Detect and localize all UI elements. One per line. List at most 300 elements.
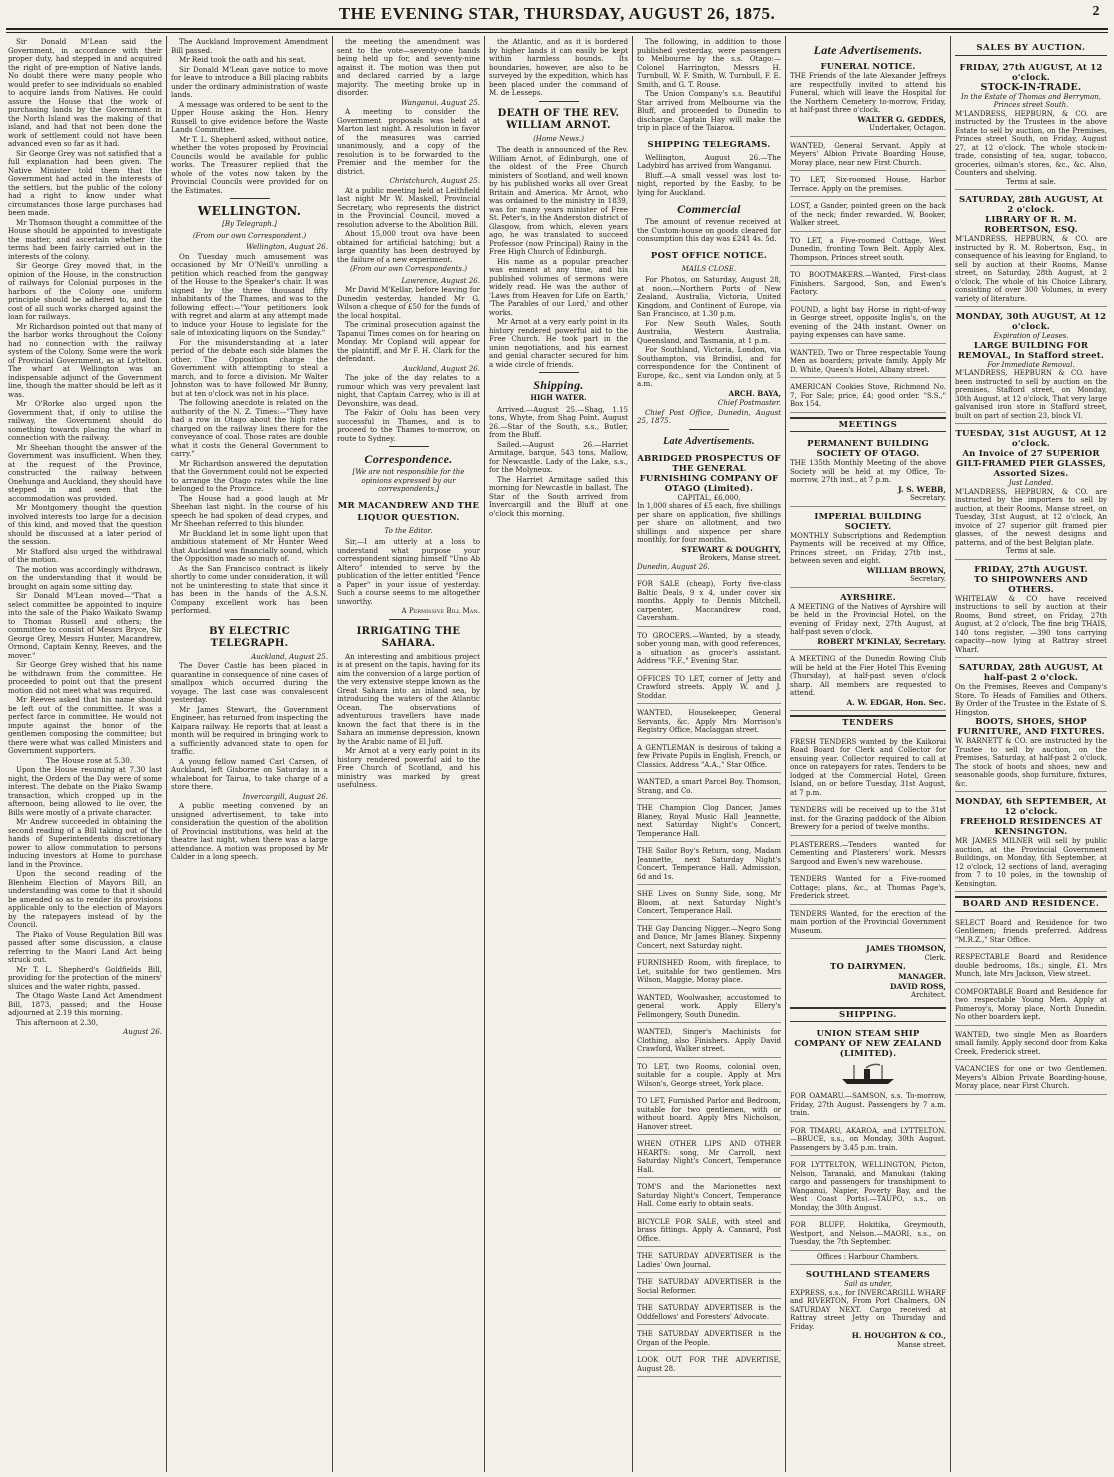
masthead-title: THE EVENING STAR, THURSDAY, AUGUST 26, 1875. xyxy=(338,4,776,23)
small-advertisement xyxy=(637,741,781,774)
small-advertisement xyxy=(637,1094,781,1135)
section-heading: WELLINGTON. xyxy=(197,204,302,218)
small-advertisement xyxy=(790,1089,946,1122)
dateline: Auckland, August 25. xyxy=(251,651,328,661)
paragraph: Sir,—I am utterly at a loss to understand what purpose your correspondent signing himself "Uno Ab Altero" intended to serve by the publication of the letter entitled "Fence a Paper" in your issue of yesterday. Such a course seems to me altogether unworthy. xyxy=(337,537,480,606)
small-advertisement xyxy=(790,803,946,836)
paragraph: Wellington, August 26.—The Ladybird has arrived from Wanganui. xyxy=(637,152,781,170)
ad-body: THE SATURDAY ADVERTISER is the Ladies' Own Journal. xyxy=(637,1252,781,1269)
ad-line: CAPITAL, £6,000, xyxy=(677,493,741,502)
ad-signature: WALTER G. GEDDES, xyxy=(857,114,946,124)
ad-signature: A. W. EDGAR, Hon. Sec. xyxy=(846,697,946,707)
small-advertisement xyxy=(637,922,781,955)
paragraph: Mr Reid took the oath and his seat. xyxy=(179,55,307,64)
paragraph: Sir George Grey was not satisfied that a full explanation had been given. The Native Minister told them that the Government had acted in the interests of the settlers, but the public of the colony had a right to know under what circumstances those large purchases had been made. xyxy=(8,148,162,217)
advertisement xyxy=(955,660,1107,792)
signature: Chief Postmaster. xyxy=(717,398,781,407)
ad-body: In 1,000 shares of £5 each, five shillings per share on application, five shillings per share on allotment, and two shillings and sixpence per share monthly, for four months. xyxy=(637,502,781,544)
small-advertisement xyxy=(790,268,946,301)
ad-body: TENDERS Wanted for a Five-roomed Cottage; plans, &c., at Thomas Page's, Frederick street. xyxy=(790,875,946,900)
small-advertisement xyxy=(790,1124,946,1157)
small-advertisement xyxy=(637,844,781,885)
ad-body: PLASTERERS.—Tenders wanted for Cementing and Plasterers' work. Messrs Sargood and Ewen's new warehouse. xyxy=(790,840,946,866)
ad-body: THE Friends of the late Alexander Jeffreys are respectfully invited to attend his Funeral, which will leave the Hospital for the Northern Cemetery to-morrow, Friday, at half-past three o'clock. xyxy=(790,72,946,114)
section-heading: Correspondence. xyxy=(364,452,453,466)
subheading: (From our own Correspondent.) xyxy=(192,231,307,240)
advertisement xyxy=(955,562,1107,659)
ad-body: AMERICAN Cookies Stove, Richmond No. 7, For Sale; price, £4; good order. "S.S.," Box 154. xyxy=(790,383,946,408)
paragraph: Bluff.—A small vessel was lost to-night, reported by the Easby, to be lying for Auckland. xyxy=(637,170,781,197)
ad-body: WANTED, a smart Parcel Boy. Thomson, Strang, and Co. xyxy=(637,778,781,795)
ad-body: LOST, a Gander, pointed green on the back of the neck; finder rewarded. W. Booker, Walker street. xyxy=(790,202,946,227)
paragraph: [We are not responsible for the opinions expressed by our correspondents.] xyxy=(352,467,465,493)
paragraph: Upon the House resuming at 7.30 last night, the Orders of the Day were of some interest. The debate on the Piako Swamp transaction, which cropped up in the afternoon, being allowed to lie over, the Bills were mostly of a private character. xyxy=(8,765,162,817)
ad-body: THE SATURDAY ADVERTISER is the Oddfellows' and Foresters' Advocate. xyxy=(637,1304,781,1321)
paragraph: A public meeting convened by an unsigned advertisement, to take into consideration the question of the abolition of Provincial institutions, was held at the theatre last night, when there was a large attendance. A motion was proposed by Mr Calder in a long speech. xyxy=(171,801,328,861)
ad-body: TO LET, Furnished Parlor and Bedroom, suitable for two gentlemen, with or without board. Apply Mrs Nicholson, Hanover street. xyxy=(637,1097,781,1131)
small-advertisement xyxy=(790,346,946,379)
ad-signature: H. HOUGHTON & CO., xyxy=(851,1331,946,1340)
subheading: To the Editor. xyxy=(384,526,433,535)
small-advertisement xyxy=(955,1028,1107,1061)
paragraph: The Fakir of Oolu has been very successful in Thames, and is to proceed to the Thames to-morrow, on route to Sydney. xyxy=(337,408,480,443)
ad-title: PERMANENT BUILDING SOCIETY OF OTAGO. xyxy=(807,439,929,459)
small-advertisement xyxy=(637,1275,781,1299)
advertisement xyxy=(790,509,946,588)
ad-body: FOR BLUFF, Hokitika, Greymouth, Westport, and Nelson.—MAORI, s.s., on Tuesday, the 7th September. xyxy=(790,1221,946,1246)
ad-signature: JAMES THOMSON, xyxy=(866,944,946,953)
paragraph: Mr T. L. Shepherd's Goldfields Bill, providing for the protection of the miners' sluices and the water rights, passed. xyxy=(8,964,162,991)
divider xyxy=(389,446,429,447)
sailing-list xyxy=(790,1089,946,1251)
ad-title: UNION STEAM SHIP COMPANY OF NEW ZEALAND (LIMITED). xyxy=(794,1029,942,1059)
paragraph: Mr David M'Kellar, before leaving for Dunedin yesterday, handed Mr G. Wilson a cheque of £50 for the funds of the local hospital. xyxy=(337,285,480,320)
paragraph: For Southland, Victoria, London, via Southampton, via Brindisi, and for correspondence for the Continent of Europe, &c., sent via London only, at 5 a.m. xyxy=(637,345,781,388)
ad-signature: WILLIAM BROWN, xyxy=(866,565,946,575)
advertisement xyxy=(790,590,946,651)
column-1 xyxy=(8,38,162,1468)
masthead xyxy=(0,4,1114,30)
ad-body: M'LANDRESS, HEPBURN, & CO. are instructed by R. M. Robertson, Esq., in consequence of his leaving for England, to sell by auction at their Rooms, Manse street, on Saturday, 28th August, at 2 o'clock, The whole of his Choice Library, consisting of over 300 Volumes, in every variety of literature. xyxy=(955,235,1107,303)
divider xyxy=(689,429,729,430)
paragraph: Sir George Grey moved that, in the opinion of the House, in the construction of railways for Colonial purposes in the harbors of the Colony one uniform principle should be adhered to, and the cost of all such works charged against the loan for railways. xyxy=(8,261,162,321)
small-advertisement xyxy=(637,629,781,670)
paragraph: The following, in addition to those published yesterday, were passengers to Melbourne by the s.s. Otago:—Colonel Harrington, Messrs H. Turnbull, W. F. Smith, W. Turnbull, F. E. Smith, and G. T. Rouse. xyxy=(637,38,781,89)
paragraph: Mr T. L. Shepherd asked, without notice, whether the votes proposed by Provincial Councils would be available for public works. The Treasurer replied that the whole of the votes now taken by the Provincial Councils were provided for on the Estimates. xyxy=(171,134,328,195)
paragraph: Mr Thomson thought a committee of the House should be appointed to investigate the matter, and ascertain whether the terms had been fairly carried out in the interests of the colony. xyxy=(8,217,162,261)
section-bar: SHIPPING. xyxy=(790,1007,946,1023)
small-advertisement xyxy=(637,887,781,920)
column-5 xyxy=(637,38,781,1468)
ad-date: SATURDAY, 28th AUGUST, At half-past 2 o'clock. xyxy=(959,663,1103,683)
dateline: Auckland, August 26. xyxy=(403,363,480,373)
ad-body: FOR TIMARU, AKAROA, and LYTTELTON.—BRUCE, s.s., on Monday, 30th August. Passengers by 3.45 p.m. train. xyxy=(790,1126,946,1152)
small-advertisement xyxy=(790,907,946,940)
paragraph: The amount of revenue received at the Custom-house on goods cleared for consumption this day was £241 4s. 5d. xyxy=(637,217,781,243)
small-advertisement xyxy=(637,706,781,739)
ad-title: IMPERIAL BUILDING SOCIETY. xyxy=(814,511,922,532)
ad-date: FRIDAY, 27th AUGUST. xyxy=(974,564,1088,575)
ad-body: A GENTLEMAN is desirous of taking a few Private Pupils in English, French, or Classics. Address "A.A.," Star Office. xyxy=(637,743,781,769)
paragraph: The Otago Waste Land Act Amendment Bill, 1873, passed; and the House adjourned at 2.19 this morning. xyxy=(8,991,162,1017)
paragraph: Sir Donald M'Lean moved—"That a select committee be appointed to inquire into the sale of the Piako Waikato Swamp to Thomas Russell and others; the committee to consist of Messrs Bryce, Sir George Grey, Messrs Hunter, Macandrew, Ormond, Captain Kenny, Reeves, and the mover." xyxy=(8,591,162,660)
section-bar: SALES BY AUCTION. xyxy=(955,42,1107,56)
paragraph: The House rose at 5.30. xyxy=(45,755,132,765)
ad-body: COMFORTABLE Board and Residence for two respectable Young Men. Apply at Pomeroy's, Moray place, North Dunedin. No other boarders kept. xyxy=(955,987,1107,1021)
ad-body: W. BARNETT & CO. are instructed by the Trustee to sell by auction, on the Premises, Saturday, at half-past 2 o'clock, The stock of boots and shoes, new and seasonable goods, shop furniture, fixtures, &c. xyxy=(955,737,1107,788)
subheading: (From our own Correspondents.) xyxy=(350,265,467,273)
ad-body: M'LANDRESS, HEPBURN, & CO. are instructed by the importers to sell by auction, at their Rooms, Manse street, on Tuesday, 31st August, at 12 o'clock, An invoice of 27 superior gilt framed pier glasses, of the newest designs and patterns, and of the best Belgian plate. xyxy=(955,487,1107,547)
paragraph: A meeting to consider the Government proposals was held at Marton last night. A resolution in favor of the measures was carried unanimously, and a copy of the resolution is to be forwarded to the Premier and the member for the district. xyxy=(337,107,480,176)
advertisement xyxy=(790,1026,946,1265)
section-bar: MEETINGS xyxy=(790,417,946,433)
section-heading: Commercial xyxy=(677,202,741,216)
paragraph: Mr O'Rorke also urged upon the Government that, if only to utilise the railway, the Government should do something towards placing the wharf in connection with the railway. xyxy=(8,399,162,442)
ad-body: THE Champion Clog Dancer, James Blaney, Royal Music Hall Jeannette, next Saturday Night's Concert, Temperance Hall. xyxy=(637,804,781,838)
paragraph: Mr Sheehan thought the answer of the Government was insufficient. When they, at the request of the Province, constructed the railway between Onehunga and Auckland, they should have stepped in and seen that the accommodation was provided. xyxy=(8,442,162,503)
paragraph: About 15,000 trout ova have been obtained for artificial hatching; but a large quantity has been destroyed by the failure of a new experiment. xyxy=(337,229,480,264)
small-advertisement xyxy=(955,916,1107,949)
paragraph: As the San Francisco contract is likely shortly to come under consideration, it will not be uninteresting to state that since it has been in the hands of the A.S.N. Company excellent work has been performed. xyxy=(171,563,328,615)
column-divider xyxy=(950,36,951,1472)
divider xyxy=(539,101,579,102)
paragraph: Sailed.—August 26.—Harriet Armitage, barque, 543 tons, Mallow, for Newcastle. Lady of the Lake, s.s., for the Molyneux. xyxy=(489,439,628,474)
ad-title: TO DAIRYMEN. xyxy=(830,962,906,972)
advertisement xyxy=(790,1267,946,1352)
paragraph: the Atlantic, and as it is bordered by higher lands it can easily be kept within harmless bounds. Its boundaries, however, are also to be surveyed by the expedition, which has been placed under the command of M. de Lesseps. xyxy=(489,38,628,97)
small-advertisement xyxy=(637,1327,781,1351)
ad-body: FOR SALE (cheap), Forty five-class Baltic Deals, 9 x 4, under cover six months. Apply to Dennis Mitchell, carpenter, Maccandrew road, Caversham. xyxy=(637,580,781,622)
paragraph: Arrived.—August 25.—Shag, 1.15 tons, Whyte, from Shag Point. August 26.—Star of the South, s.s., Butler, from the Bluff. xyxy=(489,404,628,439)
paragraph: The Auckland Improvement Amendment Bill passed. xyxy=(171,38,328,55)
dateline: August 26. xyxy=(123,1027,162,1036)
small-advertisement xyxy=(637,991,781,1024)
ad-line: Manse street. xyxy=(897,1340,946,1349)
ad-body: WANTED, Singer's Machinists for Clothing, also Finishers. Apply David Crawford, Walker street. xyxy=(637,1028,781,1053)
ad-body: FOR LYTTELTON, WELLINGTON, Picton, Nelson, Taranaki, and Manukau (taking cargo and passengers for transhipment to Wanganui, Napier, Poverty Bay, and the West Coast Ports).—TAUPO, s.s., on Monday, the 30th August. xyxy=(790,1161,946,1212)
ad-body: FURNISHED Room, with fireplace, to Let, suitable for two gentlemen. Mrs Wilson, Maggie, Moray place. xyxy=(637,959,781,984)
signature: A Permissive Bill Man. xyxy=(401,606,480,615)
advertisement xyxy=(637,451,781,576)
ad-title: ABRIDGED PROSPECTUS OF THE GENERAL FURNISHING COMPANY OF OTAGO (Limited). xyxy=(637,453,781,494)
small-advertisement xyxy=(637,1137,781,1178)
paragraph: The death is announced of the Rev. William Arnot, of Edinburgh, one of the oldest of the Free Church ministers of Scotland, and well known by his published works all over Great Britain and America. Mr Arnot, who was ordained to the ministry in 1839, was for many years minister of Free St. Peter's, in the Anderston district of Glasgow, from which, eleven years ago, he was translated to succeed Professor (now Principal) Rainy in the Free High Church of Edinburgh. xyxy=(489,145,628,256)
section-bar: TENDERS xyxy=(790,715,946,731)
ad-date: MONDAY, 6th SEPTEMBER, At 12 o'clock. xyxy=(955,797,1107,817)
small-advertisement xyxy=(790,139,946,172)
subheading: HIGH WATER. xyxy=(530,393,587,402)
paragraph: Mr Stafford also urged the withdrawal of the motion. xyxy=(8,546,162,564)
ad-title: FREEHOLD RESIDENCES AT KENSINGTON. xyxy=(959,817,1103,837)
ad-body: LOOK OUT FOR THE ADVERTISE, August 28. xyxy=(637,1356,781,1373)
ad-title: AYRSHIRE. xyxy=(840,592,896,603)
ad-body: SHE Lives on Sunny Side, song, Mr Bloom, at next Saturday Night's Concert, Temperance Hall. xyxy=(637,890,781,915)
ad-body: TENDERS Wanted, for the erection of the main portion of the Provincial Government Museum. xyxy=(790,909,946,935)
ad-line: Terms at sale. xyxy=(1006,547,1056,555)
ad-body: OFFICES TO LET, corner of Jetty and Crawford streets. Apply W. and J. Stoddar. xyxy=(637,674,781,700)
ad-line: Undertaker, Octagon. xyxy=(869,124,946,132)
paragraph: Mr Buckland let in some light upon that ambitious statement of Mr Hunter Weed that Auckland was financially sound, which the Opposition made so much of. xyxy=(171,528,328,563)
ad-body: WANTED, Two or Three respectable Young Men as boarders; private family. Apply Mr D. White, Queen's Hotel, Albany street. xyxy=(790,348,946,374)
small-advertisement xyxy=(637,577,781,627)
ad-line: Offices : Harbour Chambers. xyxy=(816,1252,920,1261)
ad-title: SOUTHLAND STEAMERS xyxy=(805,1270,931,1280)
paragraph: Mr Andrew succeeded in obtaining the second reading of a Bill taking out of the hands of Superintendents discretionary power to allow commutation to persons inducing investors at Home to purchase land in the Province. xyxy=(8,817,162,869)
section-heading: IRRIGATING THE SAHARA. xyxy=(356,625,461,649)
ad-line: In the Estate of Thomas and Berryman, Princes street South. xyxy=(961,92,1101,109)
small-advertisement xyxy=(790,380,946,413)
small-ads-list xyxy=(790,139,946,413)
paragraph: the meeting the amendment was sent to the vote—seventy-one hands being held up for, and seventy-nine against it. The motion was then put and declared carried by a large majority. The meeting broke up in disorder. xyxy=(337,38,480,97)
ad-line: Just Landed. xyxy=(1008,479,1054,487)
paragraph: A message was ordered to be sent to the Upper House asking the Hon. Henry Russell to give evidence before the Waste Lands Committee. xyxy=(171,99,328,134)
section-heading: POST OFFICE NOTICE. xyxy=(650,250,768,261)
section-bar: BOARD AND RESIDENCE. xyxy=(955,896,1107,912)
ad-body: THE Gay Dancing Nigger.—Negro Song and Dance, Mr James Blaney. Sixpenny Concert, next Saturday night. xyxy=(637,924,781,950)
paragraph: For New South Wales, South Australia, Western Australia, Queensland, and Tasmania, at 1 p.m. xyxy=(637,318,781,345)
ad-body: TO GROCERS.—Wanted, by a steady, sober young man, with good references, a situation as grocer's assistant. Address "F.F.," Evening Star. xyxy=(637,631,781,665)
ad-title: LIBRARY OF R. M. ROBERTSON, ESQ. xyxy=(984,215,1078,235)
paragraph: Sir George Grey wished that his name be withdrawn from the committee. He proceeded to point out that the present motion did not meet what was required. xyxy=(8,660,162,695)
subheading: [By Telegraph.] xyxy=(222,220,277,228)
ad-body: WANTED, Housekeeper, General Servants, &c. Apply Mrs Morrison's Registry Office, Maclaggan street. xyxy=(637,709,781,734)
ad-body: SELECT Board and Residence for two Gentlemen; friends preferred. Address "M.R.Z.," Star Office. xyxy=(955,918,1107,944)
ad-line: Clerk. xyxy=(924,953,946,962)
ad-title: STOCK-IN-TRADE. xyxy=(980,81,1082,93)
column-6 xyxy=(790,38,946,1468)
ad-body: FRESH TENDERS wanted by the Kaikorai Road Board for Clerk and Collector for ensuing year. Collector required to call at once on ratepayers for rates. Tenders to be lodged at the Commercial Hotel, Green Island, on or before Tuesday, 31st August, at 7 p.m. xyxy=(790,737,946,797)
subheading: (Home News.) xyxy=(533,134,584,143)
small-advertisement xyxy=(790,303,946,344)
ad-signature: ROBERT M'KINLAY, Secretary. xyxy=(817,636,946,646)
divider xyxy=(389,619,429,620)
section-heading: SHIPPING TELEGRAMS. xyxy=(647,139,771,150)
ad-body: M'LANDRESS, HEPBURN, & CO. are instructed by the Trustees in the above Estate to sell by auction, on the Premises, Princes street South, on Friday, August 27, at 12 o'clock. The whole stock-in-trade, consisting of tea, sugar, tobacco, groceries, oilman's stores, &c., &c. Also, Counters and shelving. xyxy=(955,109,1107,177)
ad-line: Expiration of Leases. xyxy=(993,332,1069,340)
small-advertisement xyxy=(955,985,1107,1026)
ad-body: TO BOOTMAKERS.—Wanted, First-class Finishers. Sargood, Son, and Ewen's Factory. xyxy=(790,271,946,296)
paragraph: This afternoon at 2.30, xyxy=(16,1017,99,1027)
paragraph: For Photos, on Saturday, August 28, at noon.—Northern Ports of New Zealand, Australia, Victoria, United Kingdom, and Continent of Europe, via San Francisco, at 1.30 p.m. xyxy=(637,275,781,318)
ad-line: Secretary. xyxy=(910,575,946,583)
small-advertisement xyxy=(955,1062,1107,1095)
subheading: MAILS CLOSE. xyxy=(681,264,737,273)
section-heading: Late Advertisements. xyxy=(813,43,923,57)
ad-body: WANTED, General Servant. Apply at Meyers' Albion Private Boarding House, Moray place, near new First Church. xyxy=(790,141,946,167)
column-divider xyxy=(332,36,333,1472)
ad-line: For Immediate Removal. xyxy=(987,360,1075,369)
advertisement xyxy=(790,941,946,1003)
ad-body: TENDERS will be received up to the 31st inst. for the Grazing paddock of the Albion Brewery for a period of twelve months. xyxy=(790,806,946,831)
paragraph: Mr Richardson pointed out that many of the harbor works throughout the Colony had no connection with the railway system of the Colony. Some were the work of Provincial Government, as at Lyttelton. The wharf at Wellington was an indispensable adjunct of the Government line, though the matter should be left as it was. xyxy=(8,321,162,399)
ad-title: An Invoice of 27 SUPERIOR GILT-FRAMED PIER GLASSES, Assorted Sizes. xyxy=(956,449,1106,479)
ad-body: FOUND, a light bay Horse in right-of-way in George street, opposite Inglis's, on the evening of the 24th instant. Owner on paying expenses can have same. xyxy=(790,305,946,339)
ad-signature: J. S. WEBB, xyxy=(898,484,946,494)
steamship-icon xyxy=(838,1063,898,1085)
ad-signature: MANAGER. xyxy=(898,972,946,981)
ad-body: THE 135th Monthly Meeting of the above Society will be held at my Office, To-morrow, 27th inst., at 7 p.m. xyxy=(790,459,946,484)
paragraph: The House had a good laugh at Mr Sheehan last night. In the course of his speech he had spoken of dead crypes, and Mr Sheehan referred to this blunder. xyxy=(171,493,328,528)
paragraph: The Harriet Armitage sailed this morning for Newcastle in ballast. The Star of the South arrived from Invercargill and the Bluff at one o'clock this morning. xyxy=(489,474,628,518)
tenders-list xyxy=(790,735,946,940)
ad-body: TO LET, Six-roomed House, Harbor Terrace. Apply on the premises. xyxy=(790,176,946,193)
small-advertisement xyxy=(637,1060,781,1093)
small-advertisement xyxy=(637,775,781,799)
paragraph: Mr Richardson answered the deputation that the Government could not be expected to arrange the Otago rates while the line belonged to the Province. xyxy=(171,458,328,493)
ad-line: Sail as under, xyxy=(843,1280,893,1288)
ad-body: A MEETING of the Natives of Ayrshire will be held in the Provincial Hotel, on the evening of Friday next, 27th August, at half-past seven o'clock. xyxy=(790,602,946,636)
small-advertisement xyxy=(637,1353,781,1377)
paragraph: The Piako of Vouse Regulation Bill was passed after some discussion, a clause referring to the Maori Land Act being struck out. xyxy=(8,929,162,964)
ad-line: Secretary. xyxy=(910,494,946,502)
paragraph: Sir Donald M'Lean said the Government, in accordance with their proper duty, had stepped in and acquired the right of pre-emption of Native lands. No doubt there were many people who would prefer to see individuals so enabled to acquire lands from Natives. He could assure the House that the work of purchasing lands by the Government in the North Island was the making of that island, and had that not been done the work of settlement could not have been advanced even so far as it had. xyxy=(8,38,162,148)
small-advertisement xyxy=(790,234,946,267)
ad-body: A MEETING of the Dunedin Rowing Club will be held at the Fier Hotel This Evening (Thursday), at half-past seven o'clock sharp. All members are requested to attend. xyxy=(790,655,946,697)
steamship-engraving xyxy=(790,1063,946,1085)
ad-body: THE SATURDAY ADVERTISER is the Organ of the People. xyxy=(637,1330,781,1347)
ad-body: MONTHLY Subscriptions and Redemption Payments will be received at my Office, Princes street, on Friday, 27th inst., between seven and eight. xyxy=(790,531,946,565)
section-heading: BY ELECTRIC TELEGRAPH. xyxy=(209,625,290,649)
ad-body: WANTED, two single Men as Boarders small family. Apply second door from Kaka Creek, Frederick street. xyxy=(955,1030,1107,1056)
column-2 xyxy=(171,38,328,1468)
paragraph: Mr Montgomery thought the question involved interests too large for a decision of this kind, and moved that the question should be discussed at a later period of the session. xyxy=(8,503,162,546)
small-advertisement xyxy=(790,1158,946,1216)
paragraph: The motion was accordingly withdrawn, on the understanding that it would be brought on again some sitting day. xyxy=(8,564,162,591)
paragraph: Mr Reeves asked that his name should be left out of the committee. It was a perfect farce in committee. He would not impute against the honor of the gentlemen composing the committee; but there were what was called Ministers and Government supporters. xyxy=(8,695,162,755)
ad-signature: STEWART & DOUGHTY, xyxy=(681,544,781,554)
paragraph: The Union Company's s.s. Beautiful Star arrived from Melbourne via the Bluff, and proceeded to Dunedin to discharge. Captain Hay will make the trip in place of the Taiaroa. xyxy=(637,89,781,132)
section-heading: MR MACANDREW AND THE LIQUOR QUESTION. xyxy=(337,500,480,523)
divider xyxy=(539,372,579,373)
advertisement xyxy=(955,192,1107,307)
section-heading: Shipping. xyxy=(533,378,584,392)
small-advertisement xyxy=(790,838,946,871)
small-advertisement xyxy=(637,1025,781,1058)
advertisement xyxy=(955,794,1107,892)
small-advertisement xyxy=(637,956,781,989)
paragraph: At a public meeting held at Leithfield last night Mr W. Maskell, Provincial Secretary, who represents the district in the Provincial Council, moved a resolution adverse to the Abolition Bill. xyxy=(337,185,480,229)
ad-body: WANTED, Woolwasher, accustomed to general work. Apply Ellery's Fellmongery, South Dunedin. xyxy=(637,993,781,1019)
small-advertisement xyxy=(637,1249,781,1273)
ad-title: LARGE BUILDING FOR REMOVAL, In Stafford street. xyxy=(957,340,1105,361)
ad-body: RESPECTABLE Board and Residence double bedrooms, 18s.; single, £1. Mrs Munch, late Mrs Jackson, View street. xyxy=(955,953,1107,978)
paragraph: Mr James Stewart, the Government Engineer, has returned from inspecting the Kaipara railway. He reports that at least a month will be required in bringing work to a sufficiently advanced state to open for traffic. xyxy=(171,704,328,756)
ad-date: TUESDAY, 31st AUGUST, At 12 o'clock. xyxy=(955,429,1107,449)
divider xyxy=(230,619,270,620)
masthead-rule-thin xyxy=(6,32,1108,33)
ad-body: EXPRESS, s.s., for INVERCARGILL WHARF and RIVERTON, From Port Chalmers, ON SATURDAY NEXT. Cargo received at Rattray street Jetty on Thursday and Friday. xyxy=(790,1288,946,1331)
dateline: Lawrence, August 26. xyxy=(401,275,480,285)
section-heading: Late Advertisements. xyxy=(663,435,755,447)
paragraph: Chief Post Office, Dunedin, August 25, 1875. xyxy=(637,407,781,425)
paragraph: An interesting and ambitious project is at present on the tapis, having for its aim the conversion of a large portion of the very extensive steppe known as the Great Sahara into an inland sea, by introducing the waters of the Atlantic Ocean. The observations of adventurous travellers have made known the fact that there is in the Sahara an immense depression, known by the Arabic name of El Juff. xyxy=(337,651,480,746)
paragraph: Mr Arnot at a very early point in its history rendered powerful aid to the Free Church. He took part in the union negotiations, and his earnest and genial character secured for him a wide circle of friends. xyxy=(489,317,628,369)
small-advertisement xyxy=(955,950,1107,983)
small-advertisement xyxy=(790,872,946,905)
ad-body: BICYCLE FOR SALE, with steel and brass fittings. Apply A. Cannard, Post Office. xyxy=(637,1217,781,1243)
paragraph: A young fellow named Carl Carsen, of Auckland, left Gisborne on Saturday in a whaleboat for Tairua, to take charge of a store there. xyxy=(171,756,328,791)
paragraph: On Tuesday much amusement was occasioned by Mr O'Neill's unrolling a petition which reached from the gangway of the House to the Speaker's chair. It was signed by the three thousand fifty inhabitants of the Thames, and was to the following effect:—"Your petitioners look with regret and alarm at any attempt made to induce your House to legislate for the sale of intoxicating liquors on the Sunday." xyxy=(171,251,328,337)
section-heading: DEATH OF THE REV. WILLIAM ARNOT. xyxy=(497,107,620,131)
advertisement xyxy=(955,426,1107,560)
small-advertisement xyxy=(790,1218,946,1251)
masthead-rule xyxy=(6,28,1108,30)
ad-line: Architect. xyxy=(911,991,946,999)
ad-date: SATURDAY, 28th AUGUST, At 2 o'clock. xyxy=(959,195,1103,215)
paragraph: The Dover Castle has been placed in quarantine in consequence of nine cases of smallpox which occurred during the voyage. The last case was convalescent yesterday. xyxy=(171,661,328,704)
ad-signature: DAVID ROSS, xyxy=(890,981,946,991)
signature: ARCH. BAYA, xyxy=(728,388,781,398)
ad-title: FUNERAL NOTICE. xyxy=(820,62,916,72)
small-advertisement xyxy=(790,199,946,232)
column-4 xyxy=(489,38,628,1468)
ad-body: On the Premises, Reeves and Company's Store. To Heads of Families and Others. By Order of the Trustee in the Estate of S. Hingston. xyxy=(955,683,1107,717)
dateline: Christchurch, August 25. xyxy=(389,176,480,185)
ad-body: THE Sailor Boy's Return, song, Madam Jeannette, next Saturday Night's Concert, Temperance Hall. Admission, 6d and 1s. xyxy=(637,847,781,881)
column-7 xyxy=(955,38,1107,1468)
dateline: Invercargill, August 26. xyxy=(242,791,328,801)
column-divider xyxy=(632,36,633,1472)
ad-body: WHITELAW & CO have received instructions to sell by auction at their Rooms, Bond street, on Friday, 27th August, at 2 o'clock, The fine brig THAIS, 140 tons register, —390 tons carrying capacity—now lying at Rattray street Wharf. xyxy=(955,594,1107,654)
ad-body: FOR OAMARU.—SAMSON, s.s. To-morrow, Friday, 27th August. Passengers by 7 a.m. train. xyxy=(790,1092,946,1117)
small-ads-list xyxy=(637,577,781,1377)
column-divider xyxy=(484,36,485,1472)
paragraph: For the misunderstanding at a later period of the debate each side blames the other. The Opposition charge the Government with attempting to steal a march, and to force a division. Mr Walter Johnston was to have followed Mr Bunny, but at ten o'clock was not in his place. xyxy=(171,337,328,398)
ad-date: FRIDAY, 27th AUGUST, At 12 o'clock. xyxy=(959,62,1103,83)
ad-title: BOOTS, SHOES, SHOP FURNITURE, AND FIXTURES. xyxy=(957,717,1105,737)
paragraph: The joke of the day relates to a rumour which was very prevalent last night, that Captain Carrey, who is ill at Devonshire, was dead. xyxy=(337,373,480,408)
column-divider xyxy=(166,36,167,1472)
divider xyxy=(230,198,270,199)
advertisement xyxy=(955,309,1107,424)
ad-line: Brokers, Manse street. xyxy=(699,554,781,562)
paragraph: Sir Donald M'Lean gave notice to move for leave to introduce a Bill placing rabbits under the ordinary administration of waste lands. xyxy=(171,64,328,99)
paragraph: The criminal prosecution against the Tapanui Times comes on for hearing on Monday. Mr Copland will appear for the plaintiff, and Mr F. H. Clark for the defendant. xyxy=(337,320,480,363)
ad-body: THE SATURDAY ADVERTISER is the Social Reformer. xyxy=(637,1278,781,1295)
ad-body: WHEN OTHER LIPS AND OTHER HEARTS: song, Mr Carroll, next Saturday Night's Concert, Temperance Hall. xyxy=(637,1140,781,1174)
small-advertisement xyxy=(790,173,946,197)
ad-body: M'LANDRESS, HEPBURN & CO. have been instructed to sell by auction on the premises, Stafford street, on Monday, 30th August, at 12 o'clock, That very large galvanised iron store in Stafford street, built on part of section 23, block VI. xyxy=(955,369,1107,420)
advertisement xyxy=(790,436,946,507)
paragraph: The following anecdote is related on the authority of the N. Z. Times:—"They have had a row in Otago about the high rates charged on the railway lines there for the conveyance of coal. Those rates are double what it costs the General Government to carry." xyxy=(171,398,328,458)
ad-line: Terms at sale. xyxy=(1006,177,1056,186)
dateline: Wellington, August 26. xyxy=(246,242,328,251)
ad-line: Dunedin, August 26. xyxy=(637,562,710,571)
small-advertisement xyxy=(637,672,781,705)
column-divider xyxy=(785,36,786,1472)
small-advertisement xyxy=(637,1180,781,1213)
small-advertisement xyxy=(637,1215,781,1248)
ad-title: TO SHIPOWNERS AND OTHERS. xyxy=(974,574,1088,595)
column-3 xyxy=(337,38,480,1468)
paragraph: His name as a popular preacher was eminent at any time, and his published volumes of sermons were widely read. He was the author of 'Laws from Heaven for Life on Earth,' 'The Parables of our Lord,' and other works. xyxy=(489,256,628,317)
ad-body: VACANCIES for one or two Gentlemen. Meyers's Albion Private Boarding-house, Moray place, near First Church. xyxy=(955,1065,1107,1090)
small-advertisement xyxy=(637,801,781,842)
dateline: Wanganui, August 25. xyxy=(401,97,480,107)
ad-body: MR JAMES MILNER will sell by public auction, at the Provincial Government Buildings, on Monday, 6th September, at 12 o'clock, 12 sections of land, averaging from 7 to 10 poles, in the township of Kensington. xyxy=(955,837,1107,888)
advertisement xyxy=(790,652,946,711)
small-advertisement xyxy=(637,1301,781,1325)
paragraph: Upon the second reading of the Blenheim Election of Mayors Bill, an understanding was come to that it should be amended so as to render its provisions applicable only to the election of Mayors by the ratepayers instead of by the Council. xyxy=(8,869,162,929)
paragraph: Mr Arnot at a very early point in its history rendered powerful aid to the Free Church of Scotland, and his ministry was marked by great usefulness. xyxy=(337,746,480,789)
page-number: 2 xyxy=(1092,4,1100,19)
ad-body: TO LET, a Five-roomed Cottage, West Dunedin, fronting Town Belt. Apply Alex. Thompson, Princes street south. xyxy=(790,236,946,262)
ad-body: TO LET, two Rooms, colonial oven, suitable for a couple. Apply at Mrs Wilson's, George street, York place. xyxy=(637,1062,781,1088)
small-advertisement xyxy=(790,735,946,802)
advertisement xyxy=(955,60,1107,191)
ad-body: TOM'S and the Marionettes next Saturday Night's Concert, Temperance Hall. Come early to obtain seats. xyxy=(637,1183,781,1208)
ad-date: MONDAY, 30th AUGUST, At 12 o'clock. xyxy=(955,312,1107,332)
